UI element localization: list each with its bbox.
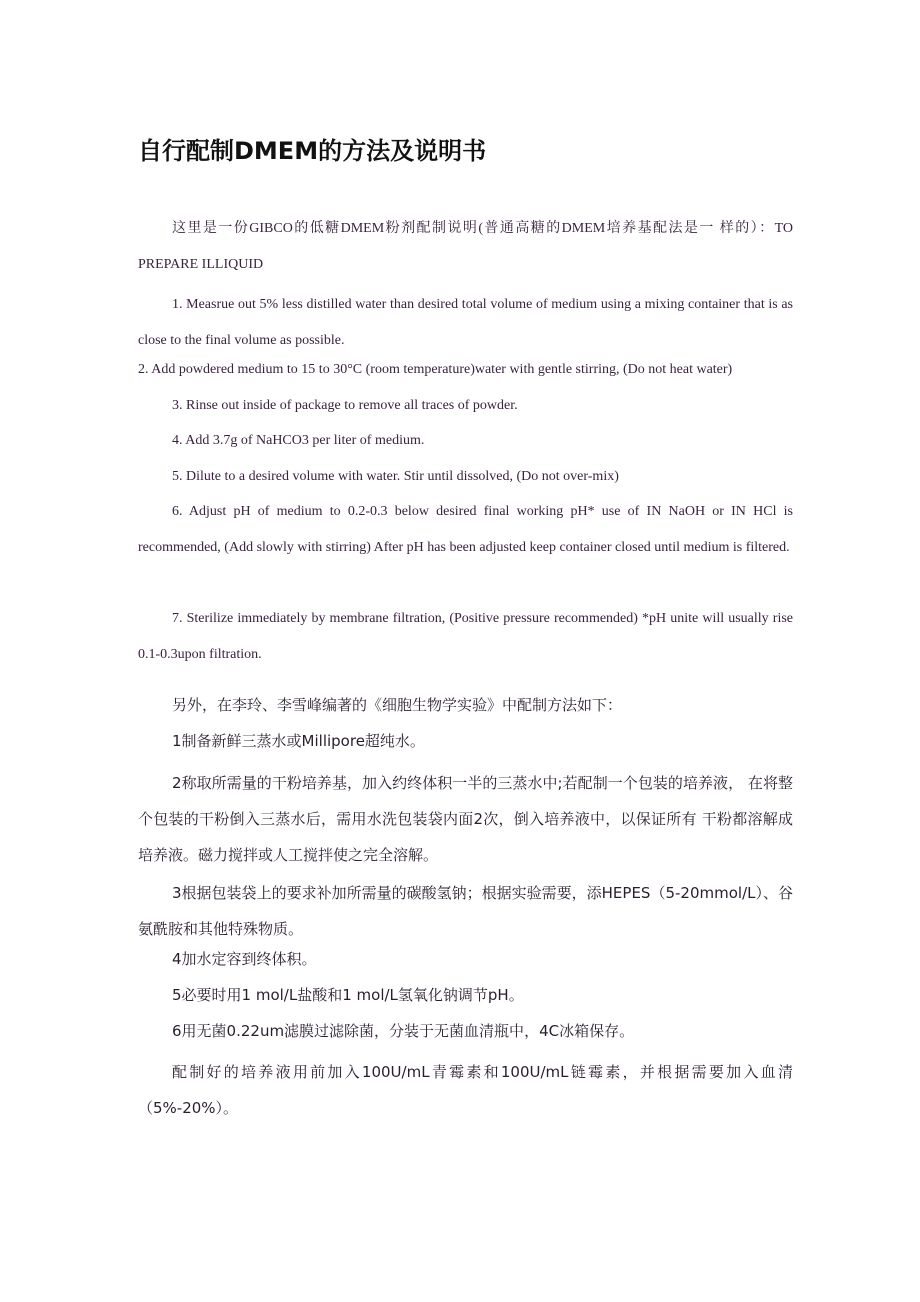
step-1: 1. Measrue out 5% less distilled water than desired total volume of medium using a mixing container that is as close to the final volume as possible. [138, 297, 793, 348]
step-4: 4. Add 3.7g of NaHCO3 per liter of medium. [172, 433, 425, 448]
step-7: 7. Sterilize immediately by membrane filtration, (Positive pressure recommended) *pH unite will usually rise 0.1-0.3upon filtration. [138, 611, 793, 662]
cn-step-3: 3根据包装袋上的要求补加所需量的碳酸氢钠；根据实验需要，添HEPES（5-20mmol/L）、谷氨酰胺和其他特殊物质。 [138, 884, 793, 938]
cn-step-6: 6用无菌0.22um滤膜过滤除菌，分装于无菌血清瓶中，4C冰箱保存。 [172, 1022, 635, 1040]
cn-step-2: 2称取所需量的干粉培养基，加入约终体积一半的三蒸水中;若配制一个包装的培养液， 在将整个包装的干粉倒入三蒸水后，需用水洗包装袋内面2次，倒入培养液中，以保证所有 干粉都溶解成培养液。磁力搅拌或人工搅拌使之完全溶解。 [138, 774, 793, 864]
cn-intro: 另外，在李玲、李雪峰编著的《细胞生物学实验》中配制方法如下： [172, 696, 623, 714]
step-3: 3. Rinse out inside of package to remove all traces of powder. [172, 398, 518, 413]
cn-final-note: 配制好的培养液用前加入100U/mL青霉素和100U/mL链霉素，并根据需要加入血清（5%-20%）。 [138, 1063, 793, 1117]
cn-step-5: 5必要时用1 mol/L盐酸和1 mol/L氢氧化钠调节pH。 [172, 986, 524, 1004]
step-5: 5. Dilute to a desired volume with water. Stir until dissolved, (Do not over-mix) [172, 469, 619, 484]
cn-step-1: 1制备新鲜三蒸水或Millipore超纯水。 [172, 732, 425, 750]
step-2: 2. Add powdered medium to 15 to 30°C (room temperature)water with gentle stirring, (Do not heat water) [138, 362, 733, 377]
intro-paragraph: 这里是一份GIBCO的低糖DMEM粉剂配制说明(普通高糖的DMEM培养基配法是一 样的）：TO PREPARE ILLIQUID [138, 221, 793, 272]
document-title: 自行配制DMEM的方法及说明书 [138, 137, 487, 165]
cn-step-4: 4加水定容到终体积。 [172, 950, 317, 968]
step-6: 6. Adjust pH of medium to 0.2-0.3 below desired final working pH* use of IN NaOH or IN HCl is recommended, (Add slowly with stirring) After pH has been adjusted keep container closed until medium is filtered. [138, 504, 793, 555]
